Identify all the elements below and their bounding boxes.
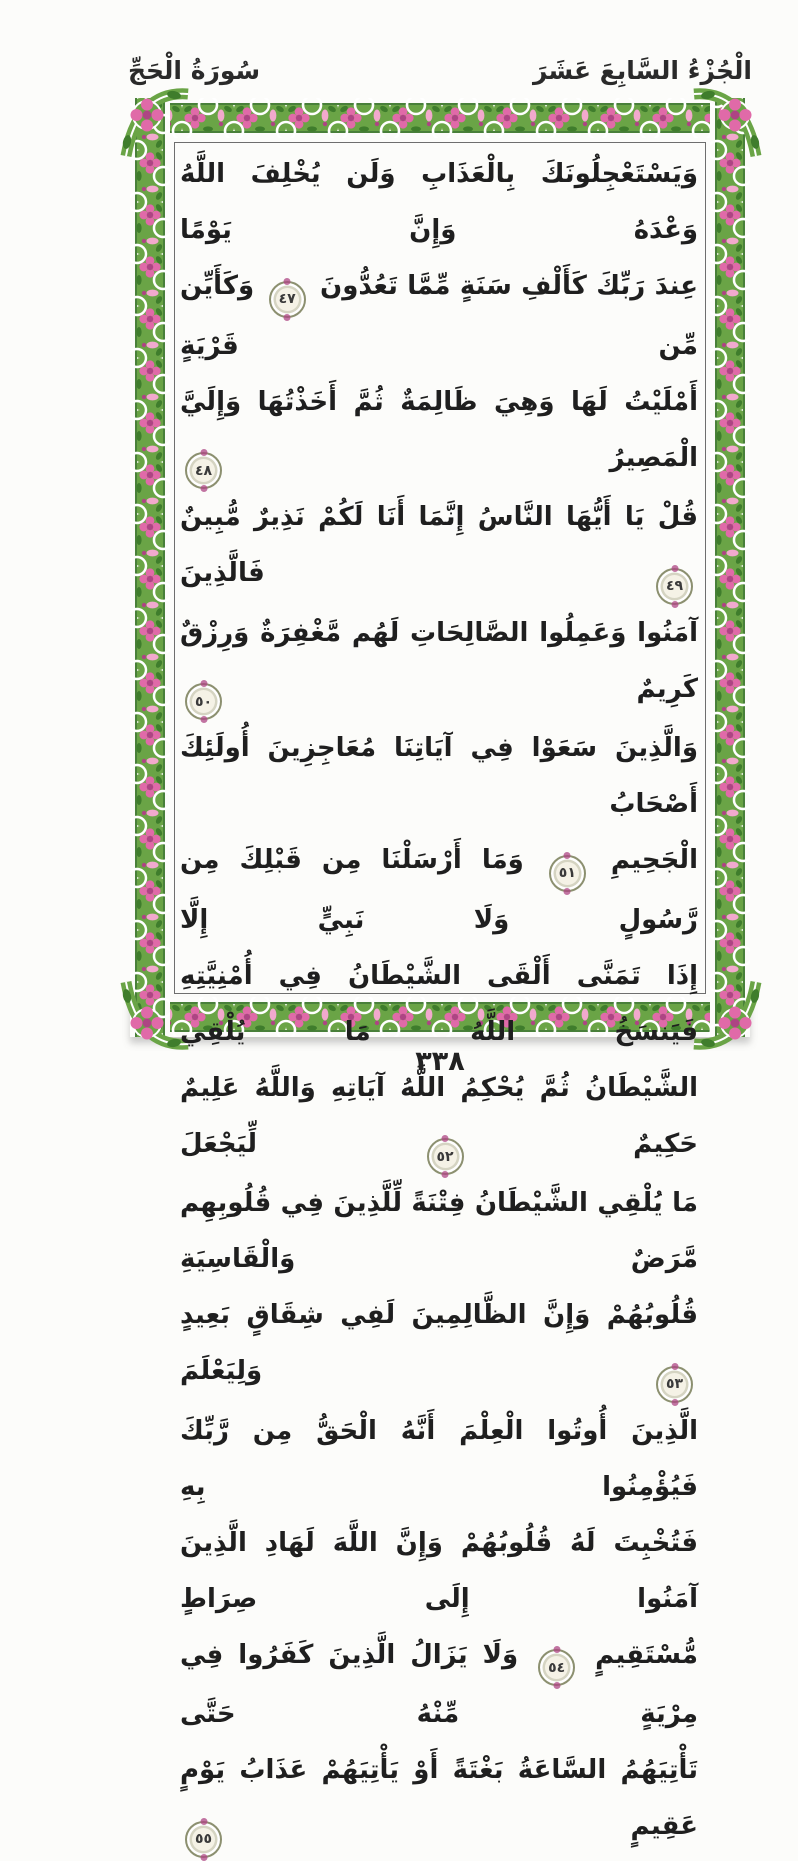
quran-line <box>180 258 698 374</box>
quran-words: الشَّيْطَانُ ثُمَّ يُحْكِمُ اللَّهُ آيَاتِهِ وَاللَّهُ عَلِيمٌ حَكِيمٌ <box>180 1072 698 1159</box>
quran-words: وَيَسْتَعْجِلُونَكَ بِالْعَذَابِ وَلَن يُخْلِفَ اللَّهُ وَعْدَهُ وَإِنَّ يَوْمًا <box>180 159 698 245</box>
quran-line <box>180 720 698 832</box>
quran-words: فَالَّذِينَ <box>180 558 265 588</box>
quran-line <box>180 146 698 258</box>
quran-line <box>180 1742 698 1858</box>
juz-title: الْجُزْءُ السَّابِعَ عَشَرَ <box>532 55 752 85</box>
surah-title: سُورَةُ الْحَجِّ <box>128 55 261 85</box>
quran-words: وَلِيَعْلَمَ <box>180 1356 263 1386</box>
floral-border-right-icon <box>710 98 750 1037</box>
verse-marker: ٥٠ <box>185 683 222 720</box>
verse-marker: ٥١ <box>549 855 586 892</box>
quran-line <box>180 948 698 1060</box>
verse-marker: ٥٥ <box>185 1821 222 1858</box>
quran-words: الْجَحِيمِ <box>610 845 698 875</box>
page-number: ٣٣٨ <box>415 1046 465 1077</box>
quran-line <box>180 1515 698 1627</box>
quran-words: عِندَ رَبِّكَ كَأَلْفِ سَنَةٍ مِّمَّا تَعُدُّونَ <box>320 271 698 301</box>
quran-line <box>180 605 698 721</box>
quran-line <box>180 1403 698 1515</box>
quran-words: تَأْتِيَهُمُ السَّاعَةُ بَغْتَةً أَوْ يَأْتِيَهُمْ عَذَابُ يَوْمٍ عَقِيمٍ <box>180 1755 698 1841</box>
page-header <box>128 44 752 96</box>
quran-words: أَمْلَيْتُ لَهَا وَهِيَ ظَالِمَةٌ ثُمَّ أَخَذْتُهَا وَإِلَيَّ الْمَصِيرُ <box>180 386 698 473</box>
quran-line <box>180 374 698 490</box>
verse-marker: ٤٩ <box>656 568 693 605</box>
verse-marker: ٥٢ <box>427 1138 464 1175</box>
quran-line <box>180 1627 698 1743</box>
quran-words: لِّيَجْعَلَ <box>180 1128 257 1159</box>
quran-words: الَّذِينَ أُوتُوا الْعِلْمَ أَنَّهُ الْحَقُّ مِن رَّبِّكَ فَيُؤْمِنُوا بِهِ <box>180 1415 698 1502</box>
quran-words: قُلْ يَا أَيُّهَا النَّاسُ إِنَّمَا أَنَا لَكُمْ نَذِيرٌ مُّبِينٌ <box>180 502 698 532</box>
quran-words: مَا يُلْقِي الشَّيْطَانُ فِتْنَةً لِّلَّذِينَ فِي قُلُوبِهِم مَّرَضٌ وَالْقَاسِيَةِ <box>180 1188 698 1274</box>
quran-line <box>180 832 698 948</box>
quran-words: إِذَا تَمَنَّى أَلْقَى الشَّيْطَانُ فِي أُمْنِيَّتِهِ فَيَنسَخُ اللَّهُ مَا يُلْقِي <box>180 960 698 1047</box>
quran-words: وَمَا أَرْسَلْنَا مِن قَبْلِكَ مِن رَّسُولٍ وَلَا نَبِيٍّ إِلَّا <box>180 845 698 935</box>
verse-marker: ٥٤ <box>538 1649 575 1686</box>
quran-words: فَتُخْبِتَ لَهُ قُلُوبُهُمْ وَإِنَّ اللَّهَ لَهَادِ الَّذِينَ آمَنُوا إِلَى صِرَاطٍ <box>180 1527 698 1614</box>
quran-line <box>180 489 698 605</box>
quran-line <box>180 1175 698 1287</box>
verse-marker: ٤٨ <box>185 452 222 489</box>
quran-line <box>180 1287 698 1403</box>
quran-words: وَكَأَيِّن مِّن قَرْيَةٍ <box>180 271 698 361</box>
quran-words: قُلُوبُهُمْ وَإِنَّ الظَّالِمِينَ لَفِي شِقَاقٍ بَعِيدٍ <box>180 1300 698 1330</box>
verse-marker: ٤٧ <box>269 281 306 318</box>
verse-marker: ٥٣ <box>656 1366 693 1403</box>
quran-words: آمَنُوا وَعَمِلُوا الصَّالِحَاتِ لَهُم مَّغْفِرَةٌ وَرِزْقٌ كَرِيمٌ <box>180 617 698 704</box>
floral-border-top-icon <box>130 98 750 138</box>
quran-words: وَلَا يَزَالُ الَّذِينَ كَفَرُوا فِي مِرْيَةٍ مِّنْهُ حَتَّى <box>180 1639 698 1729</box>
quran-words: مُّسْتَقِيمٍ <box>595 1639 698 1670</box>
floral-border-left-icon <box>130 98 170 1037</box>
quran-words: وَالَّذِينَ سَعَوْا فِي آيَاتِنَا مُعَاجِزِينَ أُولَئِكَ أَصْحَابُ <box>180 733 698 819</box>
